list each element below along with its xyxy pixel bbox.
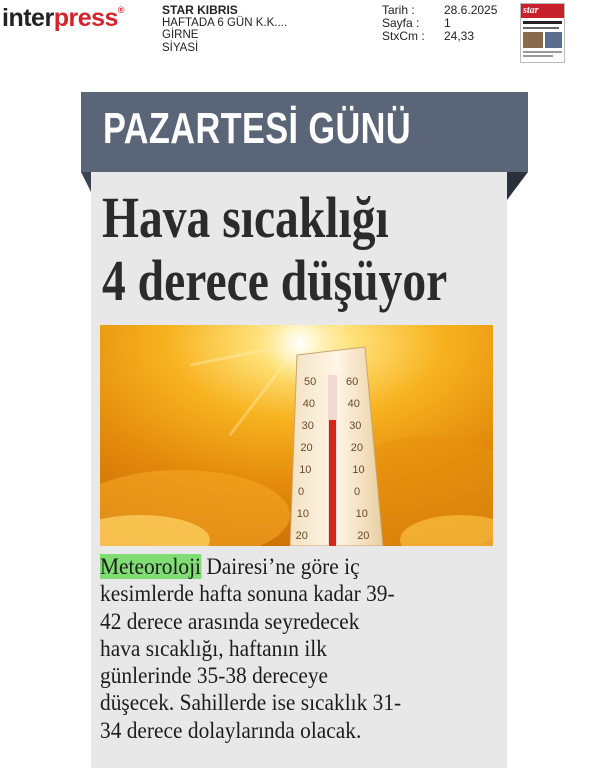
thermometer-tick-left: 30 [301,420,314,432]
banner-fold-left [81,172,91,192]
body-line [100,553,472,580]
stxcm-label: StxCm : [382,29,425,43]
thermometer-tick-left: 10 [296,508,310,520]
heat-thermometer-photo [100,325,493,546]
clipping-info [382,4,497,43]
page-label: Sayfa : [382,16,420,30]
article-body [100,553,472,744]
article-headline [102,186,447,312]
thermometer-tick-left: 10 [299,464,312,476]
thermometer-tick-right: 20 [357,530,370,542]
publication-section: SİYASİ [162,41,199,54]
thermometer-tick-left: 40 [302,398,316,410]
banner-fold-right [507,172,528,200]
thermometer-tick-right: 20 [350,442,364,454]
body-line-1-text: Dairesi’ne göre iç [200,554,360,579]
body-line: günlerinde 35-38 dereceye [100,663,329,689]
logo-text-inter: inter [2,4,54,32]
date-value: 28.6.2025 [444,3,498,17]
thermometer-tick-left: 20 [295,530,308,542]
body-line: hava sıcaklığı, haftanın ilk [100,635,327,661]
stxcm-row [382,30,497,43]
headline-line-2: 4 derece düşüyor [102,248,448,313]
thermometer-tick-left: 20 [300,442,313,454]
body-line: düşecek. Sahillerde ise sıcaklık 31- [100,690,402,716]
highlight-meteoroloji: Meteoroloji [100,554,201,579]
thumbnail-masthead [521,4,564,18]
body-line: 42 derece arasında seyredecek [100,608,360,634]
thermometer-tick-right: 10 [352,464,365,476]
publication-city: GİRNE [162,29,199,41]
banner-title: PAZARTESİ GÜNÜ [103,104,411,153]
logo-text-press: press [53,4,118,32]
publication-name: STAR KIBRIS [162,3,238,17]
headline-line-1: Hava sıcaklığı [102,185,389,250]
thermometer-tick-right: 30 [349,420,362,432]
stxcm-value: 24,33 [444,29,475,43]
interpress-logo [2,6,124,31]
thermometer-tick-left: 50 [304,376,317,388]
body-line: 34 derece dolaylarında olacak. [100,717,362,743]
thumbnail-masthead-text: star [523,5,539,16]
thermometer-tick-right: 10 [355,508,368,520]
body-line: kesimlerde hafta sonuna kadar 39- [100,581,395,607]
thermometer-tick-right: 0 [354,486,361,498]
date-label: Tarih : [382,3,415,17]
thermometer-tick-right: 40 [347,398,360,410]
registered-mark: ® [117,5,125,15]
publication-meta [162,4,287,54]
page-value: 1 [444,16,451,30]
publication-frequency: HAFTADA 6 GÜN K.K.... [162,16,288,29]
thermometer-tick-right: 60 [346,376,359,388]
newspaper-thumbnail[interactable] [520,3,565,63]
thermometer-tick-left: 0 [298,486,305,498]
